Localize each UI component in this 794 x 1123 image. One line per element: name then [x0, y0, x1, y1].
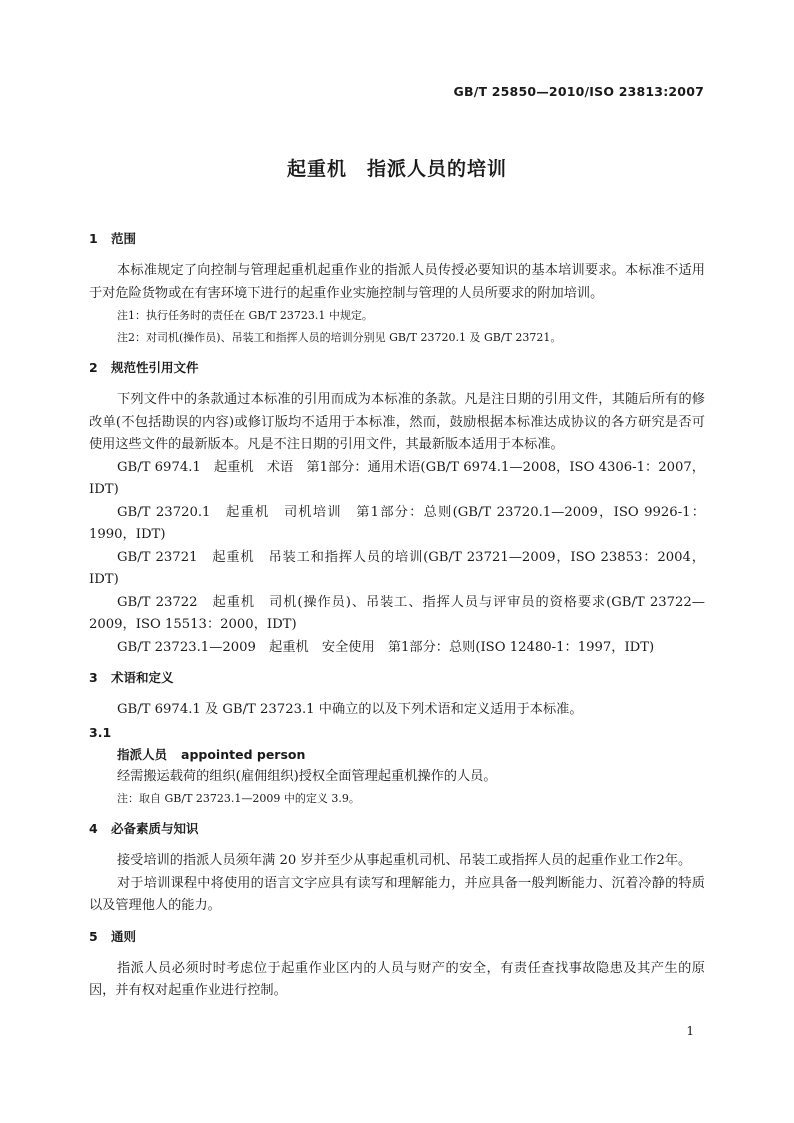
- section-2-heading: [89, 357, 705, 379]
- section-5-paragraph: 指派人员必须时时考虑位于起重作业区内的人员与财产的安全，有责任查找事故隐患及其产生的原因，并有权对起重作业进行控制。: [89, 960, 705, 998]
- page-number: 1: [686, 1024, 694, 1038]
- section-number: 2: [89, 360, 98, 375]
- standard-code: GB/T 25850—2010/ISO 23813:2007: [453, 84, 704, 99]
- title-part-2: 指派人员的培训: [367, 158, 508, 180]
- section-3-heading: [89, 667, 705, 689]
- term-english: appointed person: [181, 746, 306, 762]
- section-3-paragraph: GB/T 6974.1 及 GB/T 23723.1 中确立的以及下列术语和定义适用于本标准。: [117, 702, 583, 717]
- section-number: 1: [89, 231, 98, 246]
- section-1-heading: [89, 228, 705, 250]
- reference-item: GB/T 23720.1 起重机 司机培训 第1部分：总则(GB/T 23720.1—2009，ISO 9926-1：1990，IDT): [89, 504, 705, 542]
- note-1: 注1：执行任务时的责任在 GB/T 23723.1 中规定。: [117, 309, 373, 322]
- term-entry: [89, 744, 705, 766]
- title-part-1: 起重机: [286, 158, 347, 180]
- section-title: 通则: [111, 928, 137, 944]
- section-1-paragraph: 本标准规定了向控制与管理起重机起重作业的指派人员传授必要知识的基本培训要求。本标准不适用于对危险货物或在有害环境下进行的起重作业实施控制与管理的人员所要求的附加培训。: [89, 263, 705, 301]
- section-title: 范围: [111, 231, 137, 246]
- term-note: 注：取自 GB/T 23723.1—2009 中的定义 3.9。: [117, 792, 360, 805]
- section-4-paragraph-1: 接受培训的指派人员须年满 20 岁并至少从事起重机司机、吊装工或指挥人员的起重作业工作2年。: [117, 853, 692, 868]
- section-5-heading: [89, 926, 705, 948]
- section-4-paragraph-2: 对于培训课程中将使用的语言文字应具有读写和理解能力，并应具备一般判断能力、沉着冷静的特质以及管理他人的能力。: [89, 875, 705, 913]
- note-2: 注2：对司机(操作员)、吊装工和指挥人员的培训分别见 GB/T 23720.1 及 GB/T 23721。: [117, 331, 562, 344]
- section-2-paragraph: 下列文件中的条款通过本标准的引用而成为本标准的条款。凡是注日期的引用文件，其随后所有的修改单(不包括勘误的内容)或修订版均不适用于本标准，然而，鼓励根据本标准达成协议的各方研究是否可使用这些文件的最新版本。凡是不注日期的引用文件，其最新版本适用于本标准。: [89, 392, 705, 452]
- reference-item: GB/T 6974.1 起重机 术语 第1部分：通用术语(GB/T 6974.1—2008，ISO 4306-1：2007，IDT): [89, 459, 705, 497]
- document-title: [0, 154, 794, 181]
- term-definition: 经需搬运载荷的组织(雇佣组织)授权全面管理起重机操作的人员。: [117, 768, 497, 784]
- reference-item: GB/T 23722 起重机 司机(操作员)、吊装工、指挥人员与评审员的资格要求(GB/T 23722—2009，ISO 15513：2000，IDT): [89, 594, 705, 632]
- term-chinese: 指派人员: [117, 746, 168, 762]
- reference-item: GB/T 23721 起重机 吊装工和指挥人员的培训(GB/T 23721—2009，ISO 23853：2004，IDT): [89, 549, 705, 587]
- section-title: 必备素质与知识: [111, 821, 199, 836]
- reference-item: GB/T 23723.1—2009 起重机 安全使用 第1部分：总则(ISO 12480-1：1997，IDT): [117, 639, 655, 655]
- section-number: 4: [89, 821, 98, 836]
- section-title: 术语和定义: [111, 670, 174, 685]
- section-number: 3: [89, 670, 98, 685]
- section-title: 规范性引用文件: [111, 360, 199, 375]
- subsection-number: 3.1: [89, 724, 112, 740]
- document-body: [89, 228, 705, 1003]
- section-number: 5: [89, 928, 98, 944]
- section-4-heading: [89, 818, 705, 840]
